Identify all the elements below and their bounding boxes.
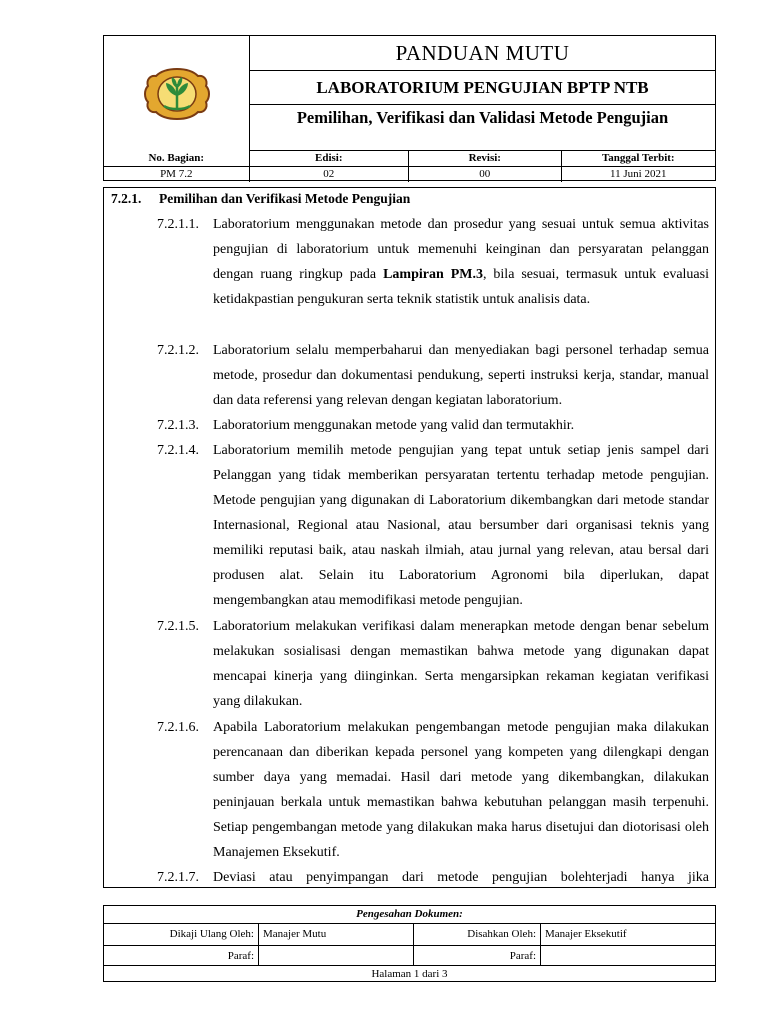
item-text: Laboratorium menggunakan metode dan prosedur yang sesuai untuk semua aktivitas pengujian di laboratorium untuk memenuhi keinginan dan persyaratan pelanggan dengan ruang ringkup pada Lampiran PM.3, bila sesuai, termasuk untuk evaluasi ketidakpastian pengukuran serta teknik statistik untuk analisis data.	[213, 217, 709, 307]
meta-edition	[250, 151, 409, 182]
approver-signature-label: Paraf:	[414, 946, 541, 965]
item-number: 7.2.1.3.	[157, 418, 199, 433]
laboratory-name: LABORATORIUM PENGUJIAN BPTP NTB	[250, 71, 715, 105]
list-item	[157, 338, 709, 413]
item-text: Laboratorium memilih metode pengujian yang tepat untuk setiap jenis sampel dari Pelanggan yang tidak memberikan persyaratan tertentu terhadap metode pengujian. Metode pengujian yang digunakan di Laboratorium dikembangkan dari metode standar Internasional, Regional atau Nasional, atau bersumber dari organisasi teknis yang memiliki reputasi baik, atau naskah ilmiah, atau jurnal yang relevan, atau bersal dari produsen alat. Selain itu Laboratorium Agronomi bila diperlukan, dapat mengembangkan atau memodifikasi metode pengujian.	[213, 443, 709, 608]
ministry-agriculture-emblem-icon	[142, 66, 212, 122]
meta-label: Tanggal Terbit:	[562, 151, 716, 167]
logo-cell	[104, 36, 250, 151]
signature-row	[104, 946, 715, 966]
meta-value: 00	[479, 168, 491, 180]
approver-signature-box	[541, 946, 717, 965]
manual-title: PANDUAN MUTU	[250, 36, 715, 71]
section-heading	[111, 191, 410, 207]
approval-footer	[103, 905, 716, 982]
meta-label: Edisi:	[250, 151, 408, 167]
document-meta-row	[104, 151, 715, 182]
list-item	[157, 212, 709, 312]
list-item	[157, 438, 709, 613]
list-item	[157, 614, 709, 714]
approval-row	[104, 924, 715, 946]
reviewer-signature-box	[259, 946, 414, 965]
list-item	[157, 865, 709, 888]
item-text: Apabila Laboratorium melakukan pengembangan metode pengujian maka dilakukan perencanaan dan diberikan kepada personel yang kompeten yang dilengkapi dengan sumber daya yang memadai. Hasil dari metode yang dikembangkan, dilakukan peninjauan berkala untuk memastikan bahwa kebutuhan pelanggan masih terpenuhi. Setiap pengembangan metode yang dilakukan maka harus disetujui dan diotorisasi oleh Manajemen Eksekutif.	[213, 720, 709, 860]
item-text: Laboratorium selalu memperbaharui dan menyediakan bagi personel terhadap semua metode, prosedur dan dokumentasi pendukung, seperti instruksi kerja, standar, manual dan data referensi yang relevan dengan kegiatan laboratorium.	[213, 343, 709, 408]
meta-revision	[409, 151, 562, 182]
meta-section-number	[104, 151, 250, 182]
section-title: Pemilihan dan Verifikasi Metode Pengujian	[159, 191, 411, 206]
meta-value: 02	[323, 168, 335, 180]
item-text: Laboratorium menggunakan metode yang valid dan termutakhir.	[213, 418, 575, 433]
item-bold-text: Lampiran PM.3	[383, 267, 483, 282]
approval-title: Pengesahan Dokumen:	[104, 906, 715, 924]
item-number: 7.2.1.1.	[157, 217, 199, 232]
item-text: Deviasi atau penyimpangan dari metode pengujian bolehterjadi hanya jika	[213, 870, 709, 885]
item-number: 7.2.1.2.	[157, 343, 199, 358]
meta-issue-date	[562, 151, 716, 182]
meta-value: 11 Juni 2021	[610, 168, 667, 180]
reviewed-by-label: Dikaji Ulang Oleh:	[104, 924, 259, 945]
reviewer-signature-label: Paraf:	[104, 946, 259, 965]
list-item	[157, 413, 709, 438]
item-number: 7.2.1.5.	[157, 619, 199, 634]
item-number: 7.2.1.4.	[157, 443, 199, 458]
reviewed-by-value: Manajer Mutu	[259, 924, 414, 945]
document-header	[103, 35, 716, 181]
meta-label: Revisi:	[409, 151, 561, 167]
document-subject: Pemilihan, Verifikasi dan Validasi Metode Pengujian	[250, 105, 715, 151]
approved-by-value: Manajer Eksekutif	[545, 928, 627, 940]
approved-by-label: Disahkan Oleh:	[414, 924, 541, 945]
document-body	[103, 187, 716, 888]
page-number: Halaman 1 dari 3	[371, 968, 448, 980]
item-number: 7.2.1.7.	[157, 870, 199, 885]
item-text: Laboratorium melakukan verifikasi dalam menerapkan metode dengan benar sebelum melakukan sosialisasi dengan memastikan bahwa metode yang digunakan dapat mencapai kinerja yang diinginkan. Serta mengarsipkan rekaman kegiatan verifikasi yang dilakukan.	[213, 619, 709, 709]
meta-value: PM 7.2	[160, 168, 193, 180]
list-item	[157, 715, 709, 865]
section-number: 7.2.1.	[111, 191, 142, 206]
meta-label: No. Bagian:	[104, 151, 249, 167]
item-number: 7.2.1.6.	[157, 720, 199, 735]
